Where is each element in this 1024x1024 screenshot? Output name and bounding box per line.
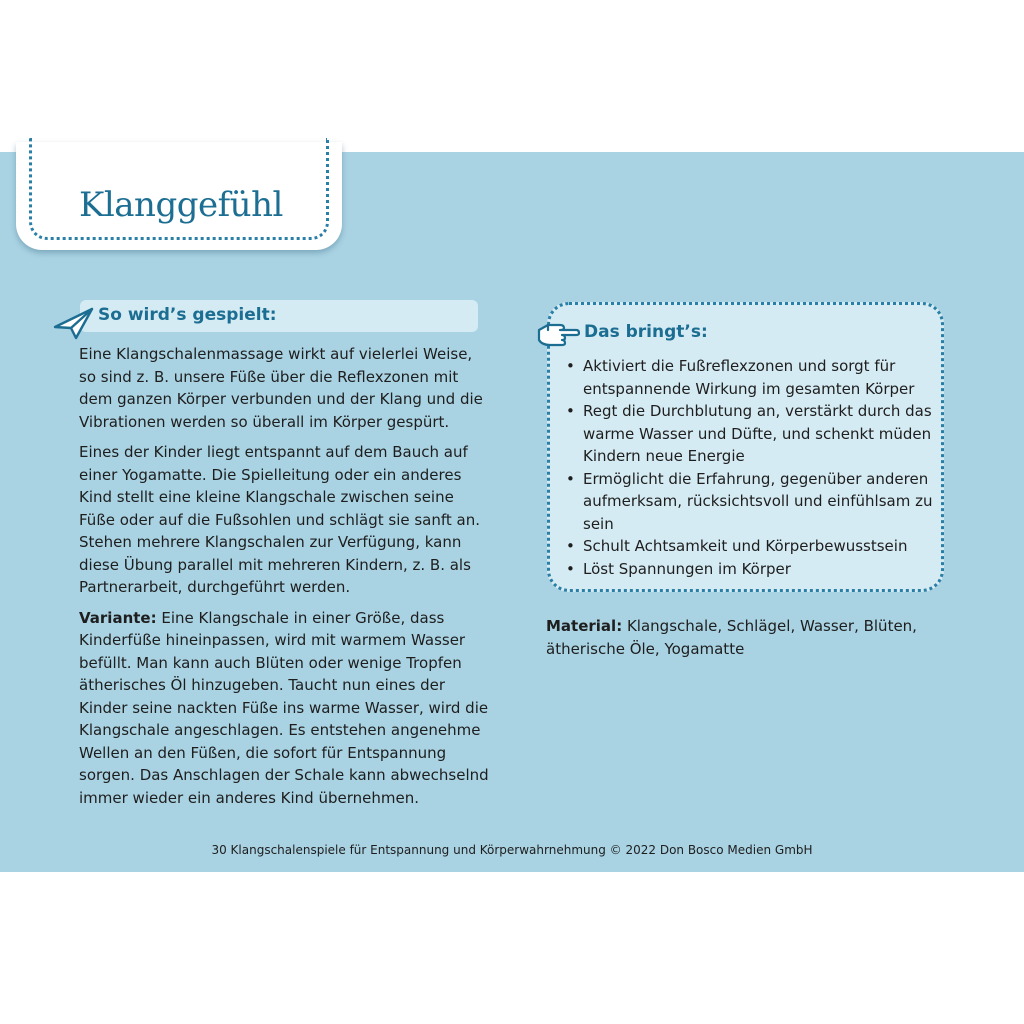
material-text: Klangschale, Schlägel, Wasser, Blüten, ätherische Öle, Yogamatte xyxy=(546,617,917,658)
pointing-hand-icon xyxy=(536,318,580,350)
paper-plane-icon xyxy=(52,305,96,341)
material-label: Material: xyxy=(546,617,623,635)
benefits-list xyxy=(566,355,938,580)
benefit-item: • Aktiviert die Fußreflexzonen und sorgt für entspannende Wirkung im gesamten Körper xyxy=(566,355,938,400)
material-note xyxy=(546,615,946,660)
variant-text: Eine Klangschale in einer Größe, dass Kinderfüße hineinpassen, wird mit warmem Wasser befüllt. Man kann auch Blüten oder wenige Tropfen ätherisches Öl hinzugeben. Taucht nun eines der Kinder seine nackten Füße ins warme Wasser, wird die Klangschale angeschlagen. Es entstehen angenehme Wellen an den Füßen, die sofort für Entspannung sorgen. Das Anschlagen der Schale kann abwechselnd immer wieder ein anderes Kind übernehmen. xyxy=(79,608,489,807)
copyright-footer: 30 Klangschalenspiele für Entspannung und Körperwahrnehmung © 2022 Don Bosco Medien GmbH xyxy=(211,843,813,857)
benefit-item: • Schult Achtsamkeit und Körperbewusstsein xyxy=(566,535,938,558)
benefits-heading: Das bringt’s: xyxy=(584,322,708,342)
benefit-item: • Regt die Durchblutung an, verstärkt durch das warme Wasser und Düfte, und schenkt müden Kindern neue Energie xyxy=(566,400,938,468)
variant-label: Variante: xyxy=(79,608,157,627)
variant-paragraph xyxy=(79,607,489,810)
benefit-item: • Ermöglicht die Erfahrung, gegenüber anderen aufmerksam, rücksichtsvoll und einfühlsam zu sein xyxy=(566,468,938,536)
play-paragraph-2: Eines der Kinder liegt entspannt auf dem Bauch auf einer Yogamatte. Die Spielleitung oder ein anderes Kind stellt eine kleine Klangschale zwischen seine Füße oder auf die Fußsohlen und schlägt sie sanft an. Stehen mehrere Klangschalen zur Verfügung, kann diese Übung parallel mit mehreren Kindern, z. B. als Partnerarbeit, durchgeführt werden. xyxy=(79,443,481,596)
play-text xyxy=(79,343,489,817)
play-paragraph-1: Eine Klangschalenmassage wirkt auf vielerlei Weise, so sind z. B. unsere Füße über die Reflexzonen mit dem ganzen Körper verbunden und der Klang und die Vibrationen werden so überall im Körper gespürt. xyxy=(79,345,483,431)
benefit-item: • Löst Spannungen im Körper xyxy=(566,558,938,581)
page-title: Klanggefühl xyxy=(79,185,283,225)
play-heading: So wird’s gespielt: xyxy=(98,305,277,325)
